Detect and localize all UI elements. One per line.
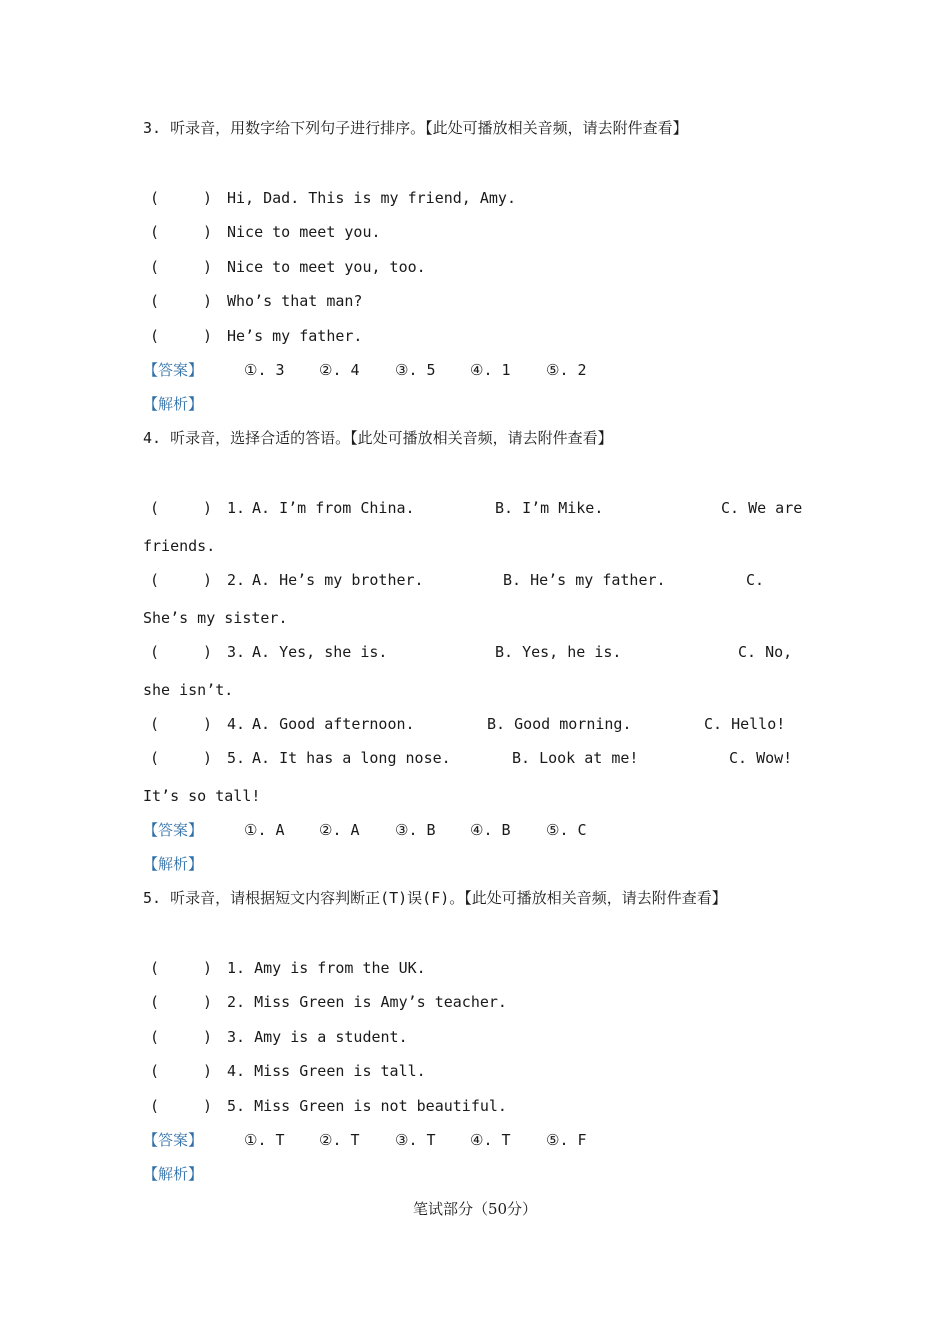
answer-value: ①. A	[244, 821, 285, 839]
answer-value: ③. B	[395, 821, 436, 839]
q4-option-b: B. He’s my father.	[503, 571, 666, 589]
q5-item-text: 5. Miss Green is not beautiful.	[227, 1097, 507, 1115]
q4-option-a: A. It has a long nose.	[252, 749, 451, 767]
paren-open: (	[150, 959, 160, 977]
q3-item-text: Who’s that man?	[227, 292, 363, 310]
q4-option-b: B. Yes, he is.	[495, 643, 622, 661]
paren-close: )	[203, 715, 213, 733]
q4-title: 4. 听录音，选择合适的答语。【此处可播放相关音频，请去附件查看】	[143, 429, 613, 447]
paren-open: (	[150, 499, 160, 517]
q4-option-a: A. Good afternoon.	[252, 715, 415, 733]
answer-value: ①. T	[244, 1131, 285, 1149]
paren-open: (	[150, 258, 160, 276]
paren-close: )	[203, 223, 213, 241]
paren-open: (	[150, 223, 160, 241]
q3-item-text: Nice to meet you, too.	[227, 258, 426, 276]
paren-close: )	[203, 327, 213, 345]
paren-close: )	[203, 1062, 213, 1080]
paren-open: (	[150, 571, 160, 589]
q4-item-number: 3.	[227, 643, 246, 661]
q4-option-c: C. We are	[721, 499, 803, 517]
q4-option-b: B. Good morning.	[487, 715, 632, 733]
paren-close: )	[203, 189, 213, 207]
q4-option-wrap: She’s my sister.	[143, 609, 288, 627]
analysis-label: 【解析】	[143, 855, 204, 873]
q4-option-a: A. Yes, she is.	[252, 643, 388, 661]
analysis-label: 【解析】	[143, 1165, 204, 1183]
q4-option-c: C. No,	[738, 643, 793, 661]
answer-value: ②. 4	[319, 361, 360, 379]
q4-option-wrap: friends.	[143, 537, 216, 555]
answer-label: 【答案】	[143, 821, 204, 839]
q4-option-a: A. He’s my brother.	[252, 571, 424, 589]
paren-open: (	[150, 993, 160, 1011]
q4-option-a: A. I’m from China.	[252, 499, 415, 517]
q4-item-number: 4.	[227, 715, 246, 733]
paren-open: (	[150, 1097, 160, 1115]
q4-option-c: C. Hello!	[704, 715, 786, 733]
paren-open: (	[150, 643, 160, 661]
paren-close: )	[203, 959, 213, 977]
paren-open: (	[150, 1062, 160, 1080]
q5-item-text: 4. Miss Green is tall.	[227, 1062, 426, 1080]
q5-title: 5. 听录音，请根据短文内容判断正(T)误(F)。【此处可播放相关音频，请去附件查看】	[143, 889, 727, 907]
paren-open: (	[150, 292, 160, 310]
paren-close: )	[203, 499, 213, 517]
q4-option-wrap: It’s so tall!	[143, 787, 261, 805]
paren-close: )	[203, 258, 213, 276]
q3-item-text: Nice to meet you.	[227, 223, 381, 241]
answer-value: ⑤. C	[546, 821, 587, 839]
answer-value: ②. A	[319, 821, 360, 839]
q4-option-wrap: she isn’t.	[143, 681, 234, 699]
q3-title: 3. 听录音，用数字给下列句子进行排序。【此处可播放相关音频，请去附件查看】	[143, 119, 688, 137]
answer-value: ④. 1	[470, 361, 511, 379]
answer-value: ②. T	[319, 1131, 360, 1149]
answer-label: 【答案】	[143, 361, 204, 379]
paren-open: (	[150, 1028, 160, 1046]
answer-value: ①. 3	[244, 361, 285, 379]
paren-close: )	[203, 749, 213, 767]
paren-open: (	[150, 189, 160, 207]
paren-close: )	[203, 993, 213, 1011]
section-heading: 笔试部分（50分）	[412, 1200, 538, 1218]
answer-label: 【答案】	[143, 1131, 204, 1149]
answer-value: ③. 5	[395, 361, 436, 379]
paren-close: )	[203, 1028, 213, 1046]
paren-open: (	[150, 327, 160, 345]
q4-option-b: B. Look at me!	[512, 749, 639, 767]
q5-item-text: 1. Amy is from the UK.	[227, 959, 426, 977]
q5-item-text: 2. Miss Green is Amy’s teacher.	[227, 993, 507, 1011]
paren-close: )	[203, 292, 213, 310]
q4-option-c: C.	[746, 571, 765, 589]
paren-open: (	[150, 715, 160, 733]
answer-value: ⑤. 2	[546, 361, 587, 379]
q4-option-b: B. I’m Mike.	[495, 499, 604, 517]
q3-item-text: Hi, Dad. This is my friend, Amy.	[227, 189, 516, 207]
paren-close: )	[203, 643, 213, 661]
q4-item-number: 5.	[227, 749, 246, 767]
analysis-label: 【解析】	[143, 395, 204, 413]
answer-value: ④. B	[470, 821, 511, 839]
q4-item-number: 1.	[227, 499, 246, 517]
paren-close: )	[203, 1097, 213, 1115]
answer-value: ⑤. F	[546, 1131, 587, 1149]
paren-open: (	[150, 749, 160, 767]
paren-close: )	[203, 571, 213, 589]
q5-item-text: 3. Amy is a student.	[227, 1028, 408, 1046]
q4-option-c: C. Wow!	[729, 749, 793, 767]
q4-item-number: 2.	[227, 571, 246, 589]
answer-value: ③. T	[395, 1131, 436, 1149]
answer-value: ④. T	[470, 1131, 511, 1149]
q3-item-text: He’s my father.	[227, 327, 363, 345]
